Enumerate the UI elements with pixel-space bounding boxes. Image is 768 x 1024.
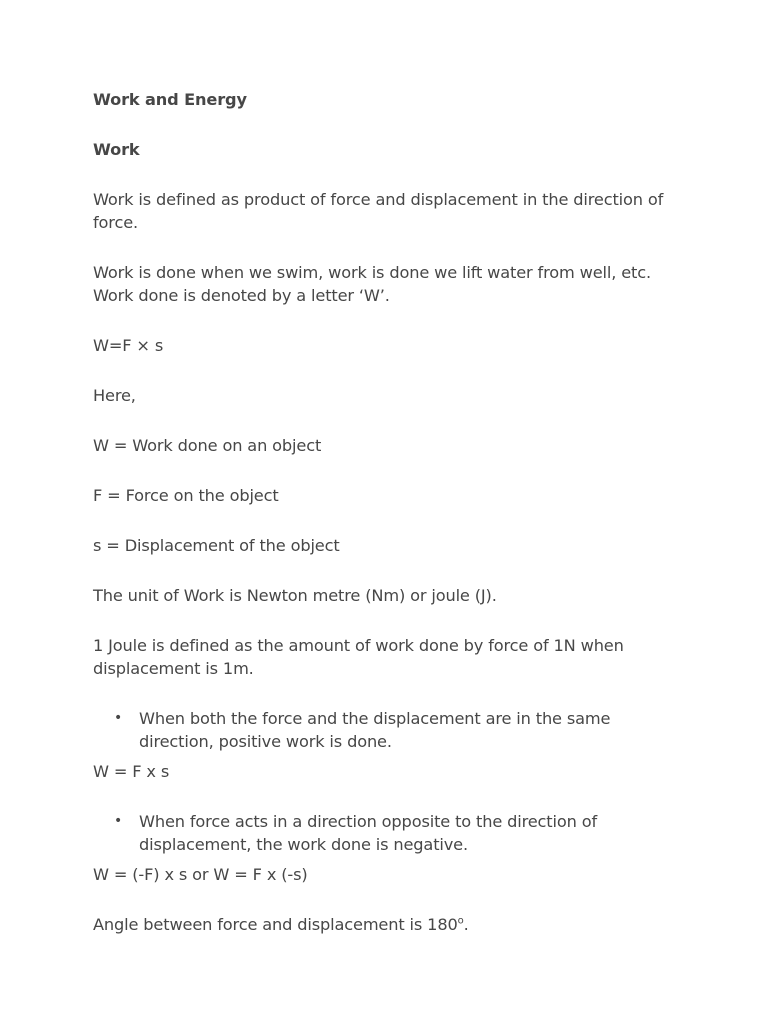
list-item-negative-work xyxy=(93,810,683,856)
examples-paragraph: Work is done when we swim, work is done we lift water from well, etc. Work done is denoted by a letter ‘W’. xyxy=(93,263,651,305)
angle-period: . xyxy=(463,915,469,934)
unit-paragraph: The unit of Work is Newton metre (Nm) or joule (J). xyxy=(93,586,497,605)
bullet-text-negative: When force acts in a direction opposite to the direction of displacement, the work done is negative. xyxy=(139,812,598,854)
variable-w-definition: W = Work done on an object xyxy=(93,436,322,455)
joule-definition-paragraph: 1 Joule is defined as the amount of work done by force of 1N when displacement is 1m. xyxy=(93,636,624,678)
angle-paragraph xyxy=(93,913,683,936)
variable-f-definition: F = Force on the object xyxy=(93,486,279,505)
list-item-positive-work xyxy=(93,707,683,753)
definition-paragraph: Work is defined as product of force and displacement in the direction of force. xyxy=(93,190,664,232)
here-label: Here, xyxy=(93,386,136,405)
bullet-icon: • xyxy=(114,813,123,829)
work-formula: W=F × s xyxy=(93,336,164,355)
section-heading: Work xyxy=(93,140,140,159)
document-title: Work and Energy xyxy=(93,90,247,109)
variable-s-definition: s = Displacement of the object xyxy=(93,536,340,555)
bullet-icon: • xyxy=(114,710,123,726)
degree-symbol: o xyxy=(457,915,464,927)
document-page xyxy=(93,88,683,936)
negative-work-formula: W = (-F) x s or W = F x (-s) xyxy=(93,865,308,884)
positive-work-formula: W = F x s xyxy=(93,762,170,781)
angle-text: Angle between force and displacement is 180 xyxy=(93,915,458,934)
bullet-text-positive: When both the force and the displacement are in the same direction, positive work is done. xyxy=(139,709,611,751)
